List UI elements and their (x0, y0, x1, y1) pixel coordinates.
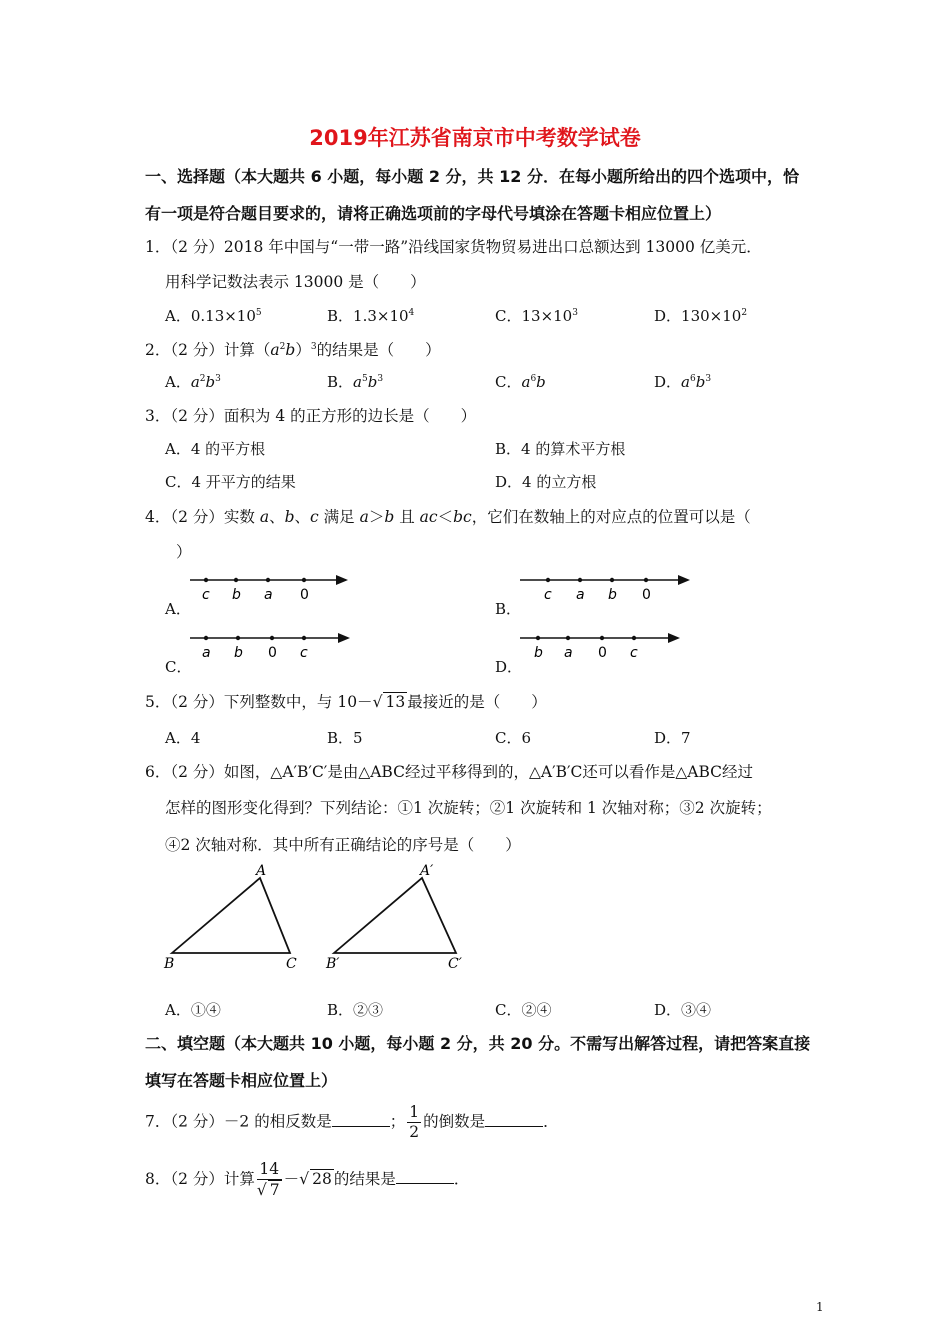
vertex-label: A (256, 863, 267, 879)
number-line-mark: b (608, 587, 617, 603)
q3-option-a[interactable]: A．4 的平方根 (165, 440, 266, 458)
q2-option-c[interactable]: C．$a^6b$ (495, 373, 546, 391)
section-1-heading-line2: 有一项是符合题目要求的，请将正确选项前的字母代号填涂在答题卡相应位置上） (145, 204, 722, 223)
triangle-abc-figure (160, 858, 310, 973)
q3-option-c[interactable]: C．4 开平方的结果 (165, 473, 296, 491)
question-6-line1: 6．（2 分）如图，△A′B′C′是由△ABC经过平移得到的，△A′B′C还可以看作是△ABC经过 (145, 763, 754, 781)
question-1-line2: 用科学记数法表示 13000 是（ ） (165, 273, 426, 291)
q1-option-b[interactable]: B．$1.3\times 10^4$ (327, 307, 415, 325)
number-line-mark: b (234, 645, 243, 661)
q4-option-b-label[interactable]: B． (495, 600, 522, 618)
q5-option-d[interactable]: D．7 (654, 729, 691, 747)
q1-option-a[interactable]: A．$0.13\times 10^5$ (165, 307, 262, 325)
number-line-mark: c (300, 645, 308, 661)
number-line-mark: 0 (598, 645, 607, 661)
vertex-label: C′ (448, 956, 462, 972)
q3-option-b[interactable]: B．4 的算术平方根 (495, 440, 626, 458)
q4-option-a-label[interactable]: A． (165, 600, 191, 618)
question-4-line2: ） (176, 543, 192, 561)
q4-option-c-label[interactable]: C． (165, 658, 192, 676)
q4-number-line-c[interactable] (188, 628, 358, 662)
question-5: 5．（2 分）下列整数中，与 10－√ 13 最接近的是（ ） (145, 693, 547, 711)
q6-option-b[interactable]: B．②③ (327, 1001, 384, 1019)
number-line-mark: 0 (642, 587, 651, 603)
q4-number-line-b[interactable] (518, 570, 698, 604)
q2-option-b[interactable]: B．$a^5b^3$ (327, 373, 384, 391)
fraction: $\frac{1}{2}$ (409, 1103, 420, 1141)
question-3: 3．（2 分）面积为 4 的正方形的边长是（ ） (145, 407, 477, 425)
answer-blank[interactable] (332, 1112, 390, 1127)
q4-number-line-d[interactable] (518, 628, 688, 662)
number-line-mark: c (202, 587, 210, 603)
number-line-mark: c (630, 645, 638, 661)
page-number: 1 (816, 1300, 824, 1314)
number-line-mark: a (576, 587, 585, 603)
sqrt-icon: √ (256, 1181, 267, 1199)
page-title: 2019年江苏省南京市中考数学试卷 (309, 126, 641, 150)
number-line-mark: c (544, 587, 552, 603)
sqrt-icon: √ (372, 693, 383, 711)
vertex-label: C (286, 956, 297, 972)
question-7: 7．（2 分）－2 的相反数是 ； $\frac{1}{2}$ 的倒数是 ． (145, 1103, 559, 1141)
q2-option-d[interactable]: D．$a^6b^3$ (654, 373, 712, 391)
vertex-label: B (164, 956, 175, 972)
q6-option-d[interactable]: D．③④ (654, 1001, 712, 1019)
question-8: 8．（2 分）计算 $\frac{14}{√ 7}$ －√ 28 的结果是 ． (145, 1160, 470, 1199)
answer-blank[interactable] (396, 1169, 454, 1184)
number-line-mark: 0 (300, 587, 309, 603)
fraction: $\frac{14}{√ 7}$ (256, 1160, 280, 1199)
question-6-line3: ④2 次轴对称．其中所有正确结论的序号是（ ） (165, 836, 521, 854)
question-6-line2: 怎样的图形变化得到？下列结论：①1 次旋转；②1 次旋转和 1 次轴对称；③2 次旋转； (165, 799, 772, 817)
answer-blank[interactable] (485, 1112, 543, 1127)
q5-option-c[interactable]: C．6 (495, 729, 532, 747)
number-line-mark: a (202, 645, 211, 661)
section-1-heading-line1: 一、选择题（本大题共 6 小题，每小题 2 分，共 12 分．在每小题所给出的四个选项中，恰 (145, 167, 799, 186)
section-2-heading-line2: 填写在答题卡相应位置上） (145, 1071, 338, 1090)
vertex-label: B′ (326, 956, 340, 972)
q1-option-c[interactable]: C．$13\times 10^3$ (495, 307, 578, 325)
section-2-heading-line1: 二、填空题（本大题共 10 小题，每小题 2 分，共 20 分。不需写出解答过程，请把答案直接 (145, 1034, 811, 1053)
q5-option-a[interactable]: A．4 (165, 729, 201, 747)
question-4: 4．（2 分）实数 a、b、c 满足 a＞b 且 ac＜bc，它们在数轴上的对应点的位置可以是（ (145, 508, 751, 526)
triangle-a-prime-b-prime-c-prime-figure (322, 858, 472, 973)
question-1-line1: 1．（2 分）2018 年中国与“一带一路”沿线国家货物贸易进出口总额达到 13000 亿美元． (145, 238, 762, 256)
q5-option-b[interactable]: B．5 (327, 729, 363, 747)
q2-option-a[interactable]: A．$a^2b^3$ (165, 373, 221, 391)
q6-option-a[interactable]: A．①④ (165, 1001, 221, 1019)
q3-option-d[interactable]: D．4 的立方根 (495, 473, 597, 491)
vertex-label: A′ (420, 863, 434, 879)
number-line-mark: 0 (268, 645, 277, 661)
q6-option-c[interactable]: C．②④ (495, 1001, 552, 1019)
number-line-mark: a (564, 645, 573, 661)
q4-number-line-a[interactable] (188, 570, 358, 604)
number-line-mark: b (232, 587, 241, 603)
q1-option-d[interactable]: D．$130\times 10^2$ (654, 307, 748, 325)
q4-option-d-label[interactable]: D． (495, 658, 523, 676)
number-line-mark: a (264, 587, 273, 603)
sqrt-icon: √ (299, 1170, 310, 1188)
question-2: 2．（2 分）计算$(a^2b)^3$的结果是（ ） (145, 341, 441, 359)
number-line-mark: b (534, 645, 543, 661)
